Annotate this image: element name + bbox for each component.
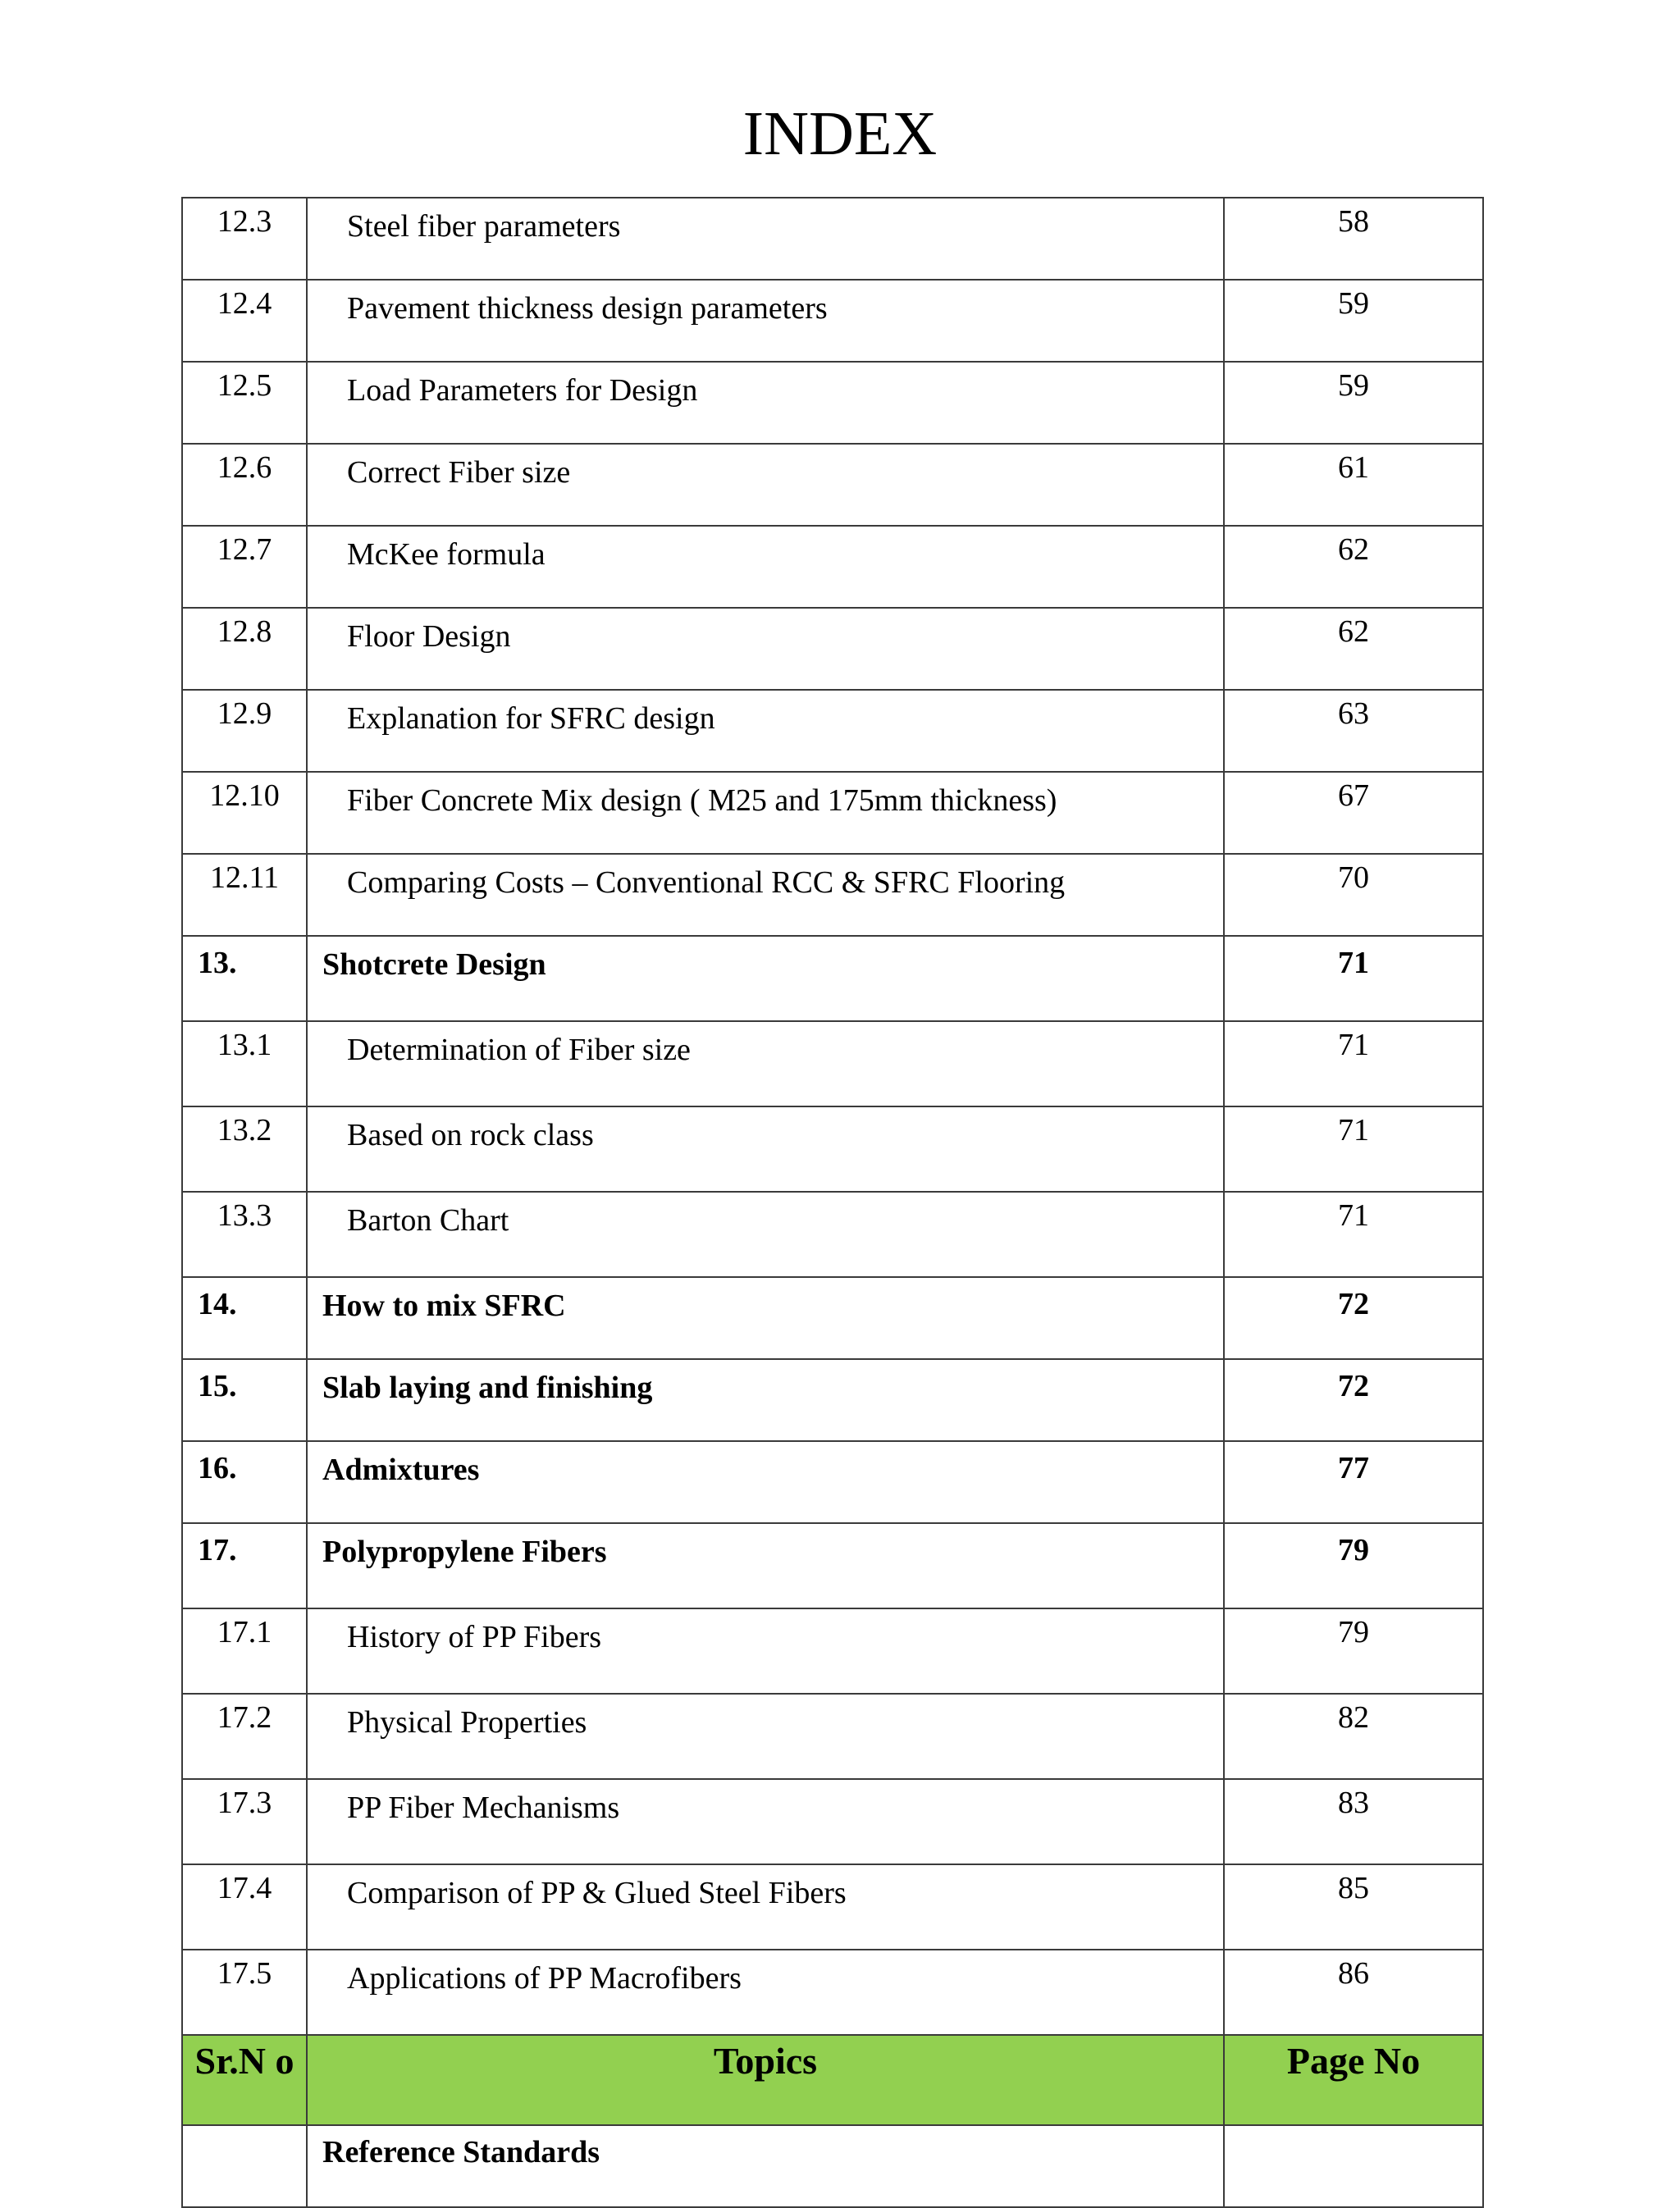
table-row xyxy=(182,2125,1483,2207)
row-page: 59 xyxy=(1224,362,1483,444)
row-page: 83 xyxy=(1224,1779,1483,1864)
header-page-no: Page No xyxy=(1224,2035,1483,2125)
row-page: 61 xyxy=(1224,444,1483,526)
header-sr-no: Sr.N o xyxy=(182,2035,307,2125)
table-row xyxy=(182,1106,1483,1192)
row-page: 62 xyxy=(1224,608,1483,690)
row-topic: Explanation for SFRC design xyxy=(307,690,1224,772)
row-number: 17.1 xyxy=(182,1608,307,1694)
table-row xyxy=(182,854,1483,936)
row-number: 13.2 xyxy=(182,1106,307,1192)
row-page xyxy=(1224,2125,1483,2207)
section-topic: Slab laying and finishing xyxy=(307,1359,1224,1441)
table-row xyxy=(182,1277,1483,1359)
row-topic: Pavement thickness design parameters xyxy=(307,280,1224,362)
row-page: 59 xyxy=(1224,280,1483,362)
row-topic: Comparison of PP & Glued Steel Fibers xyxy=(307,1864,1224,1950)
row-topic: PP Fiber Mechanisms xyxy=(307,1779,1224,1864)
row-page: 62 xyxy=(1224,526,1483,608)
row-page: 71 xyxy=(1224,1106,1483,1192)
row-topic: Comparing Costs – Conventional RCC & SFRC Flooring xyxy=(307,854,1224,936)
table-row xyxy=(182,362,1483,444)
row-number: 13.3 xyxy=(182,1192,307,1277)
table-row xyxy=(182,1864,1483,1950)
section-page: 72 xyxy=(1224,1359,1483,1441)
section-page: 79 xyxy=(1224,1523,1483,1608)
row-page: 82 xyxy=(1224,1694,1483,1779)
row-topic: Physical Properties xyxy=(307,1694,1224,1779)
row-page: 63 xyxy=(1224,690,1483,772)
row-page: 71 xyxy=(1224,1192,1483,1277)
row-topic: Fiber Concrete Mix design ( M25 and 175mm thickness) xyxy=(307,772,1224,854)
row-page: 79 xyxy=(1224,1608,1483,1694)
header-topics: Topics xyxy=(307,2035,1224,2125)
row-number: 12.3 xyxy=(182,198,307,280)
table-row xyxy=(182,280,1483,362)
section-page: 77 xyxy=(1224,1441,1483,1523)
section-number: 14. xyxy=(182,1277,307,1359)
row-topic: Correct Fiber size xyxy=(307,444,1224,526)
row-number: 12.10 xyxy=(182,772,307,854)
row-number: 12.4 xyxy=(182,280,307,362)
table-row xyxy=(182,690,1483,772)
section-topic: How to mix SFRC xyxy=(307,1277,1224,1359)
table-row xyxy=(182,608,1483,690)
row-number: 12.9 xyxy=(182,690,307,772)
row-page: 86 xyxy=(1224,1950,1483,2035)
row-number: 17.4 xyxy=(182,1864,307,1950)
row-topic: Applications of PP Macrofibers xyxy=(307,1950,1224,2035)
table-row xyxy=(182,936,1483,1021)
section-topic: Admixtures xyxy=(307,1441,1224,1523)
table-row xyxy=(182,444,1483,526)
row-topic: Based on rock class xyxy=(307,1106,1224,1192)
row-number: 17.2 xyxy=(182,1694,307,1779)
row-topic: McKee formula xyxy=(307,526,1224,608)
reference-standards: Reference Standards xyxy=(307,2125,1224,2207)
table-row xyxy=(182,1694,1483,1779)
table-row xyxy=(182,1021,1483,1106)
row-page: 85 xyxy=(1224,1864,1483,1950)
row-topic: History of PP Fibers xyxy=(307,1608,1224,1694)
section-number: 13. xyxy=(182,936,307,1021)
row-topic: Barton Chart xyxy=(307,1192,1224,1277)
page-title: INDEX xyxy=(742,99,938,168)
table-row xyxy=(182,1608,1483,1694)
index-table xyxy=(181,197,1484,2208)
section-number: 16. xyxy=(182,1441,307,1523)
row-number: 17.3 xyxy=(182,1779,307,1864)
row-number: 12.11 xyxy=(182,854,307,936)
table-row xyxy=(182,1950,1483,2035)
row-page: 58 xyxy=(1224,198,1483,280)
row-page: 71 xyxy=(1224,1021,1483,1106)
section-page: 72 xyxy=(1224,1277,1483,1359)
table-row xyxy=(182,1779,1483,1864)
row-number: 12.8 xyxy=(182,608,307,690)
row-number: 12.7 xyxy=(182,526,307,608)
row-number xyxy=(182,2125,307,2207)
section-number: 17. xyxy=(182,1523,307,1608)
row-page: 70 xyxy=(1224,854,1483,936)
row-number: 13.1 xyxy=(182,1021,307,1106)
row-topic: Determination of Fiber size xyxy=(307,1021,1224,1106)
table-row xyxy=(182,772,1483,854)
row-number: 17.5 xyxy=(182,1950,307,2035)
row-topic: Floor Design xyxy=(307,608,1224,690)
table-row xyxy=(182,1523,1483,1608)
table-row xyxy=(182,1441,1483,1523)
row-page: 67 xyxy=(1224,772,1483,854)
table-row xyxy=(182,1359,1483,1441)
row-number: 12.6 xyxy=(182,444,307,526)
table-header-row xyxy=(182,2035,1483,2125)
row-topic: Load Parameters for Design xyxy=(307,362,1224,444)
section-page: 71 xyxy=(1224,936,1483,1021)
row-number: 12.5 xyxy=(182,362,307,444)
table-row xyxy=(182,526,1483,608)
section-topic: Polypropylene Fibers xyxy=(307,1523,1224,1608)
row-topic: Steel fiber parameters xyxy=(307,198,1224,280)
table-row xyxy=(182,1192,1483,1277)
section-topic: Shotcrete Design xyxy=(307,936,1224,1021)
section-number: 15. xyxy=(182,1359,307,1441)
table-row xyxy=(182,198,1483,280)
